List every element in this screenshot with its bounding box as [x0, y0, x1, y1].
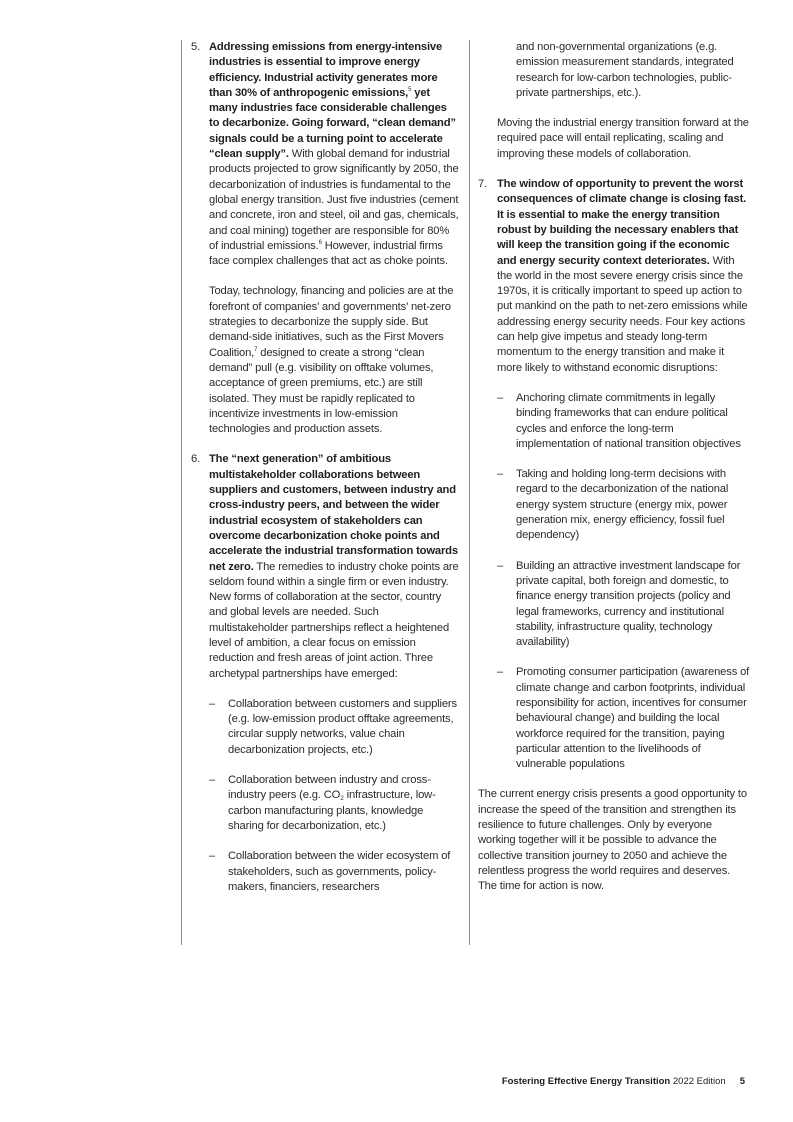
item-number: 6. [191, 453, 201, 466]
subscript: 2 [340, 795, 344, 803]
dash-text: Taking and holding long-term decisions with regard to the decarbonization of the national energy system structure (energy mix, power generation mix, energy efficiency, fossil fuel dependency) [516, 468, 729, 542]
dash-item [209, 849, 459, 895]
item-5-text-b: However, industrial firms face complex challenges that act as choke points. [209, 239, 448, 268]
item-number: 5. [191, 41, 201, 53]
para2-text-a: Today, technology, financing and policies are at the forefront of companies’ and governments’ net-zero strategies to decarbonize the supply side. But demand-side initiatives, such as the First Movers Coalition, [209, 285, 454, 359]
footnote-ref: 6 [318, 239, 322, 246]
item-6-lead: The “next generation” of ambitious multistakeholder collaborations between suppliers and customers, between industry and cross-industry peers, and between the wider industrial ecosystem of stakeholders can overcome decarbonization choke points and accelerate the industrial transformation towards net zero. [209, 453, 458, 573]
para2-text-b: designed to create a strong “clean demand” pull (e.g. visibility on offtake volumes, acceptance of green premiums, etc.) are still isolated. They must be rapidly replicated to incentivize investments in low-emission technologies and production assets. [209, 346, 434, 436]
item-7-lead: The window of opportunity to prevent the worst consequences of climate change is closing fast. It is essential to make the energy transition robust by building the necessary enablers that will keep the transition going if the economic and energy security context deteriorates. [497, 178, 747, 267]
dash-text: Collaboration between the wider ecosystem of stakeholders, such as governments, policy-makers, financiers, researchers [228, 850, 451, 893]
item-5-text-a: With global demand for industrial products projected to grow significantly by 2050, the decarbonization of industries is fundamental to the global energy transition. Just five industries (cement and concrete, iron and steel, oil and gas, chemicals, and coal mining) together are responsible for 80% of industrial emissions. [209, 148, 459, 252]
dash-marker: – [497, 666, 504, 679]
item-5-lead-a: Addressing emissions from energy-intensive industries is essential to improve energy efficiency. Industrial activity generates more than 30% of anthropogenic emissions, [209, 41, 443, 99]
dash-text: Anchoring climate commitments in legally binding frameworks that can endure political cycles and enforce the long-term implementation of national transition objectives [516, 391, 741, 450]
right-column [469, 40, 750, 945]
item-5-lead-b: yet many industries face considerable challenges to decarbonize. Going forward, “clean demand” signals could be a turning point to accelerate “clean supply”. [209, 86, 456, 161]
page-footer [0, 1076, 745, 1087]
continuation-text: and non-governmental organizations (e.g. emission measurement standards, integrated research for low-carbon technologies, public-private partnerships, etc.). [516, 41, 734, 99]
dash-text-a: Collaboration between industry and cross-industry peers (e.g. CO [228, 774, 431, 802]
footnote-ref: 7 [254, 346, 258, 353]
dash-marker: – [497, 391, 504, 404]
dash-item [497, 391, 750, 452]
list-item-7 [470, 177, 750, 772]
item-5-paragraph-2 [209, 284, 459, 437]
left-column [181, 40, 459, 945]
footnote-ref: 5 [408, 86, 412, 93]
page-number: 5 [739, 1076, 745, 1087]
dash-marker: – [497, 468, 504, 481]
dash-item [209, 773, 459, 834]
item-number: 7. [478, 178, 488, 191]
moving-paragraph: Moving the industrial energy transition forward at the required pace will entail replicating, scaling and improving these models of collaboration. [497, 117, 749, 160]
dash-item [497, 467, 750, 543]
item-7-text: With the world in the most severe energy crisis since the 1970s, it is critically important to speed up action to put mankind on the path to net-zero emissions while addressing energy security needs. Four key actions can help give impetus and steady long-term momentum to the energy transition and make it more likely to withstand economic disruptions: [497, 254, 748, 374]
dash-text: Collaboration between customers and suppliers (e.g. low-emission product offtake agreements, circular supply networks, value chain decarbonization projects, etc.) [228, 697, 457, 756]
dash-text [228, 773, 459, 834]
closing-paragraph: The current energy crisis presents a good opportunity to increase the speed of the transition and strengthen its resilience to future challenges. Only by everyone working together will it be possible to advance the collective transition journey to 2050 and achieve the relentless progress the world requires and deserves. The time for action is now. [478, 788, 747, 893]
dash-marker: – [497, 559, 504, 572]
dash-text-b: infrastructure, low-carbon manufacturing plants, knowledge sharing for decarbonization, etc.) [228, 789, 436, 832]
dash-item [497, 559, 750, 651]
item-6-text: The remedies to industry choke points are seldom found within a single firm or even industry. New forms of collaboration at the sector, country and global levels are needed. Such multistakeholder partnerships reflect a heightened level of ambition, a clear focus on emission reduction and fresh areas of joint action. Three archetypal partnerships have emerged: [209, 560, 459, 680]
item-5-paragraph [209, 40, 459, 269]
dash-text: Promoting consumer participation (awareness of climate change and carbon footprints, individual responsibility for action, incentives for consumer behavioural change) and building the local workforce required for the transition, paying particular attention to the livelihoods of vulnerable populations [516, 666, 750, 771]
dash-item [497, 665, 750, 772]
footer-title: Fostering Effective Energy Transition [501, 1076, 671, 1087]
dash-marker: – [209, 850, 216, 863]
item-6-paragraph [209, 452, 459, 681]
item-7-paragraph [497, 177, 750, 376]
list-item-6 [182, 452, 459, 895]
dash-marker: – [209, 697, 216, 710]
footer-edition: 2022 Edition [670, 1076, 726, 1087]
list-item-5 [182, 40, 459, 452]
dash-item [209, 697, 459, 758]
dash-text: Building an attractive investment landscape for private capital, both foreign and domestic, to finance energy transition projects (policy and legal frameworks, currency and institutional stability, infrastructure quality, technology availability) [516, 559, 741, 649]
dash-marker: – [209, 774, 216, 787]
